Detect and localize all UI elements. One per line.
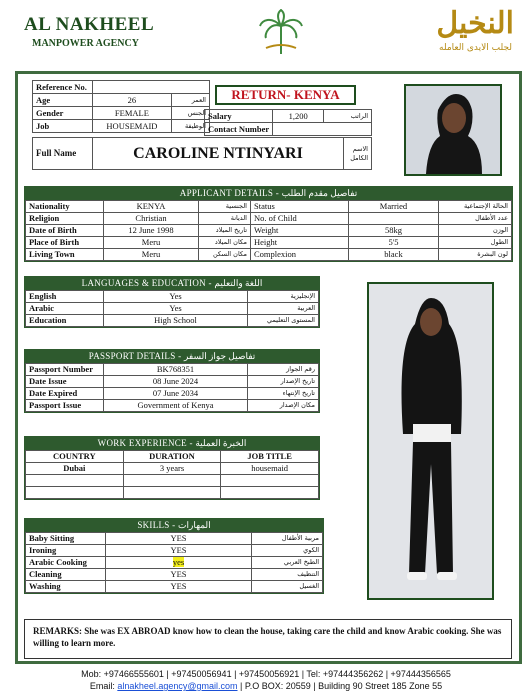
footer-address: | P.O BOX: 20559 | Building 90 Street 185 Zone 55 <box>237 681 443 691</box>
language-label: English <box>26 291 104 303</box>
languages-table <box>25 290 319 327</box>
work-cell <box>221 487 319 499</box>
work-cell <box>123 475 221 487</box>
applicant-field-label: Weight <box>251 225 349 237</box>
passport-label-arabic: رقم الجواز <box>248 364 319 376</box>
skill-label: Cleaning <box>26 569 106 581</box>
passport-heading: PASSPORT DETAILS - تفاصيل جواز السفر <box>25 350 319 363</box>
agency-name: AL NAKHEEL <box>24 14 155 35</box>
skill-label: Baby Sitting <box>26 533 106 545</box>
applicant-details-table <box>25 200 512 261</box>
skill-row <box>26 533 323 545</box>
applicant-field-value: Meru <box>104 237 199 249</box>
applicant-field-label-arabic: الوزن <box>439 225 512 237</box>
applicant-field-label-arabic: الجنسية <box>199 201 251 213</box>
return-badge: RETURN- KENYA <box>215 85 356 105</box>
passport-row <box>26 376 319 388</box>
applicant-portrait-photo <box>404 84 502 176</box>
applicant-field-label-arabic: الحالة الإجتماعية <box>439 201 512 213</box>
applicant-row <box>26 225 512 237</box>
applicant-field-value: 5'5 <box>349 237 439 249</box>
applicant-field-value: Meru <box>104 249 199 261</box>
passport-section <box>24 349 320 413</box>
applicant-row <box>26 249 512 261</box>
job-value: HOUSEMAID <box>93 120 172 133</box>
agency-subtitle: MANPOWER AGENCY <box>32 38 139 49</box>
salary-contact-table <box>204 109 372 136</box>
language-label-arabic: المستوى التعليمي <box>248 315 319 327</box>
applicant-field-label-arabic: الديانة <box>199 213 251 225</box>
work-row <box>26 487 319 499</box>
applicant-field-label-arabic: تاريخ الميلاد <box>199 225 251 237</box>
passport-row <box>26 400 319 412</box>
contact-label: Contact Number <box>205 123 273 136</box>
full-name-label-arabic: الاسم الكامل <box>344 138 372 170</box>
work-cell <box>26 475 124 487</box>
work-cell: Dubai <box>26 463 124 475</box>
basic-info-table <box>32 80 210 133</box>
applicant-field-label-arabic: عدد الأطفال <box>439 213 512 225</box>
skill-row <box>26 581 323 593</box>
job-label-arabic: الوظيفة <box>171 120 209 133</box>
applicant-field-label-arabic: الطول <box>439 237 512 249</box>
palm-logo-icon <box>256 8 306 56</box>
full-name-label: Full Name <box>33 138 93 170</box>
passport-value: BK768351 <box>104 364 248 376</box>
work-cell <box>123 487 221 499</box>
skill-label-arabic: الكوي <box>252 545 323 557</box>
footer-email-label: Email: <box>89 681 118 691</box>
applicant-field-label: No. of Child <box>251 213 349 225</box>
language-value: Yes <box>104 303 248 315</box>
skills-section <box>24 518 324 594</box>
applicant-field-label: Nationality <box>26 201 104 213</box>
skill-value: YES <box>106 569 252 581</box>
applicant-field-label: Date of Birth <box>26 225 104 237</box>
work-cell: housemaid <box>221 463 319 475</box>
skill-label-arabic: مربية الأطفال <box>252 533 323 545</box>
passport-label: Passport Number <box>26 364 104 376</box>
skill-label: Arabic Cooking <box>26 557 106 569</box>
salary-label: Salary <box>205 110 273 123</box>
highlighted-value: yes <box>172 557 185 567</box>
reference-label: Reference No. <box>33 81 93 94</box>
language-label-arabic: العربية <box>248 303 319 315</box>
skills-heading: SKILLS - المهارات <box>25 519 323 532</box>
work-cell <box>26 487 124 499</box>
passport-label-arabic: مكان الإصدار <box>248 400 319 412</box>
skill-value: YES <box>106 533 252 545</box>
footer-phone-numbers: Mob: +97466555601 | +97450056941 | +97450056921 | Tel: +97444356262 | +97444356565 <box>81 669 451 679</box>
applicant-field-value: KENYA <box>104 201 199 213</box>
footer-contact-line <box>0 680 532 692</box>
applicant-field-value: 58kg <box>349 225 439 237</box>
applicant-field-value: Married <box>349 201 439 213</box>
applicant-row <box>26 237 512 249</box>
work-experience-section <box>24 436 320 500</box>
contact-value <box>273 123 372 136</box>
language-label-arabic: الإنجليزية <box>248 291 319 303</box>
applicant-field-label-arabic: مكان السكن <box>199 249 251 261</box>
skill-value: YES <box>106 581 252 593</box>
applicant-field-label: Religion <box>26 213 104 225</box>
languages-section <box>24 276 320 328</box>
skill-value <box>106 557 252 569</box>
language-row <box>26 315 319 327</box>
reference-value <box>93 81 210 94</box>
work-header-row <box>26 451 319 463</box>
passport-table <box>25 363 319 412</box>
age-label: Age <box>33 94 93 107</box>
language-value: Yes <box>104 291 248 303</box>
applicant-details-heading: APPLICANT DETAILS - تفاصيل مقدم الطلب <box>25 187 512 200</box>
passport-value: 07 June 2034 <box>104 388 248 400</box>
language-row <box>26 303 319 315</box>
applicant-field-label: Complexion <box>251 249 349 261</box>
passport-label: Date Expired <box>26 388 104 400</box>
work-column-header: COUNTRY <box>26 451 124 463</box>
job-label: Job <box>33 120 93 133</box>
skill-label-arabic: الطبخ العربي <box>252 557 323 569</box>
footer-email-link[interactable]: alnakheel.agency@gmail.com <box>117 681 238 691</box>
footer <box>0 668 532 692</box>
passport-row <box>26 364 319 376</box>
skill-label: Washing <box>26 581 106 593</box>
full-name-value: CAROLINE NTINYARI <box>93 138 344 170</box>
passport-label: Passport Issue <box>26 400 104 412</box>
work-column-header: DURATION <box>123 451 221 463</box>
salary-label-arabic: الراتب <box>324 110 372 123</box>
agency-name-arabic: النخيل <box>436 6 514 41</box>
skill-row <box>26 569 323 581</box>
work-cell <box>221 475 319 487</box>
gender-label-arabic: الجنس <box>171 107 209 120</box>
age-value: 26 <box>93 94 172 107</box>
applicant-field-label-arabic: لون البشرة <box>439 249 512 261</box>
remarks-box: REMARKS: She was EX ABROAD know how to clean the house, taking care the child and know Arabic cooking. She was willing to learn more. <box>24 619 512 659</box>
language-label: Education <box>26 315 104 327</box>
applicant-field-label-arabic: مكان الميلاد <box>199 237 251 249</box>
skill-label-arabic: التنظيف <box>252 569 323 581</box>
language-label: Arabic <box>26 303 104 315</box>
applicant-field-value: Christian <box>104 213 199 225</box>
skill-row <box>26 545 323 557</box>
applicant-field-label: Living Town <box>26 249 104 261</box>
applicant-field-value <box>349 213 439 225</box>
full-name-table <box>32 137 372 170</box>
language-value: High School <box>104 315 248 327</box>
agency-subtitle-arabic: لجلب الايدى العامله <box>439 43 512 53</box>
skills-table <box>25 532 323 593</box>
work-row <box>26 463 319 475</box>
passport-label-arabic: تاريخ الإصدار <box>248 376 319 388</box>
salary-value: 1,200 <box>273 110 324 123</box>
passport-label: Date Issue <box>26 376 104 388</box>
passport-value: Government of Kenya <box>104 400 248 412</box>
age-label-arabic: العمر <box>171 94 209 107</box>
skill-label-arabic: الغسيل <box>252 581 323 593</box>
work-experience-heading: WORK EXPERIENCE - الخبرة العملية <box>25 437 319 450</box>
applicant-field-label: Height <box>251 237 349 249</box>
passport-value: 08 June 2024 <box>104 376 248 388</box>
applicant-row <box>26 213 512 225</box>
gender-label: Gender <box>33 107 93 120</box>
skill-row <box>26 557 323 569</box>
language-row <box>26 291 319 303</box>
work-column-header: JOB TITLE <box>221 451 319 463</box>
work-cell: 3 years <box>123 463 221 475</box>
applicant-full-body-photo <box>367 282 494 600</box>
skill-label: Ironing <box>26 545 106 557</box>
applicant-field-value: black <box>349 249 439 261</box>
gender-value: FEMALE <box>93 107 172 120</box>
applicant-row <box>26 201 512 213</box>
passport-label-arabic: تاريخ الإنتهاء <box>248 388 319 400</box>
work-experience-table <box>25 450 319 499</box>
applicant-field-value: 12 June 1998 <box>104 225 199 237</box>
applicant-field-label: Status <box>251 201 349 213</box>
passport-row <box>26 388 319 400</box>
applicant-field-label: Place of Birth <box>26 237 104 249</box>
languages-heading: LANGUAGES & EDUCATION - اللغة والتعليم <box>25 277 319 290</box>
applicant-details-section <box>24 186 513 262</box>
work-row <box>26 475 319 487</box>
skill-value: YES <box>106 545 252 557</box>
